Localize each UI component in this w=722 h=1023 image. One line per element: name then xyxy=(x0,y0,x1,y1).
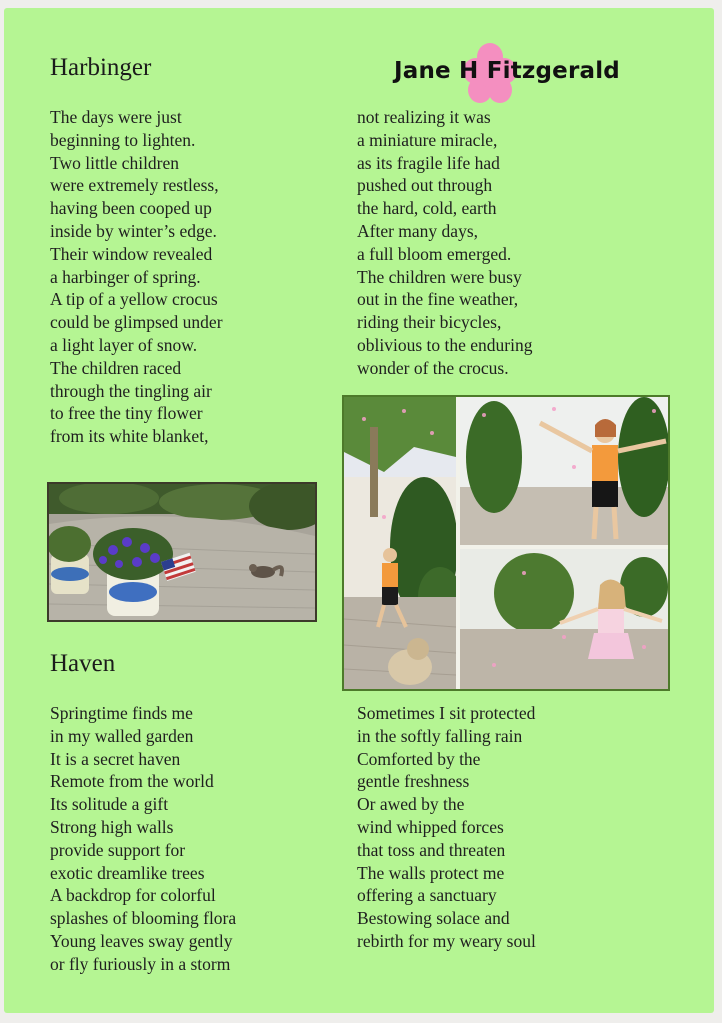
poem-line: exotic dreamlike trees xyxy=(50,862,205,883)
poem-line: in the softly falling rain xyxy=(357,725,523,746)
poem-line: Sometimes I sit protected xyxy=(357,703,536,723)
poem-line: Comforted by the xyxy=(357,748,481,769)
poem-line: Its solitude a gift xyxy=(50,794,169,815)
poem-line: wind whipped forces xyxy=(357,816,504,837)
poem-line: riding their bicycles, xyxy=(357,312,502,333)
poem-line: oblivious to the enduring xyxy=(357,334,533,355)
poem-line: beginning to lighten. xyxy=(50,129,196,150)
poem-line: The children raced xyxy=(50,357,182,378)
poem-line: Remote from the world xyxy=(50,771,214,792)
poem-line: that toss and threaten xyxy=(357,839,506,860)
poem-line: out in the fine weather, xyxy=(357,289,519,310)
author-brand xyxy=(390,39,670,111)
poem-line: gentle freshness xyxy=(357,771,470,792)
poem-line: not realizing it was xyxy=(357,107,491,127)
poem-line: After many days, xyxy=(357,220,479,241)
poem-line: the hard, cold, earth xyxy=(357,198,497,219)
poem-line: from its white blanket, xyxy=(50,426,209,447)
poem-line: The children were busy xyxy=(357,266,522,287)
harbinger-column-1 xyxy=(50,106,223,448)
poem-line: were extremely restless, xyxy=(50,175,219,196)
poem-line: Springtime finds me xyxy=(50,703,193,723)
poem-line: a light layer of snow. xyxy=(50,334,198,355)
poem-line: Their window revealed xyxy=(50,243,213,264)
harbinger-column-2 xyxy=(357,106,532,380)
poem-line: could be glimpsed under xyxy=(50,312,223,333)
haven-column-1 xyxy=(50,702,236,976)
poem-line: Young leaves sway gently xyxy=(50,930,233,951)
children-garden-collage xyxy=(342,395,670,691)
poem-line: A backdrop for colorful xyxy=(50,885,216,906)
poem-line: offering a sanctuary xyxy=(357,885,497,906)
poem-line: having been cooped up xyxy=(50,198,212,219)
author-name: Jane H Fitzgerald xyxy=(394,58,620,84)
poem-line: splashes of blooming flora xyxy=(50,908,237,929)
poem-line: inside by winter’s edge. xyxy=(50,220,217,241)
poem-line: pushed out through xyxy=(357,175,493,196)
poem-line: A tip of a yellow crocus xyxy=(50,289,218,310)
poem-line: Bestowing solace and xyxy=(357,908,510,929)
poem-line: The days were just xyxy=(50,107,182,127)
poem-title-haven: Haven xyxy=(50,650,116,677)
poem-title-harbinger: Harbinger xyxy=(50,54,152,81)
poem-line: The walls protect me xyxy=(357,862,505,883)
poem-line: a full bloom emerged. xyxy=(357,243,512,264)
poem-line: Or awed by the xyxy=(357,794,465,815)
patio-squirrel-photo xyxy=(47,482,317,622)
poem-line: a harbinger of spring. xyxy=(50,266,201,287)
poem-line: Strong high walls xyxy=(50,816,174,837)
poem-line: provide support for xyxy=(50,839,186,860)
poem-line: Two little children xyxy=(50,152,180,173)
poem-line: as its fragile life had xyxy=(357,152,500,173)
poem-line: through the tingling air xyxy=(50,380,212,401)
haven-column-2 xyxy=(357,702,536,953)
poem-line: wonder of the crocus. xyxy=(357,357,509,378)
poem-line: rebirth for my weary soul xyxy=(357,930,536,951)
poem-line: to free the tiny flower xyxy=(50,403,203,424)
poem-line: a miniature miracle, xyxy=(357,129,498,150)
poem-line: in my walled garden xyxy=(50,725,194,746)
poem-line: or fly furiously in a storm xyxy=(50,953,231,974)
poetry-page xyxy=(4,8,714,1013)
poem-line: It is a secret haven xyxy=(50,748,181,769)
